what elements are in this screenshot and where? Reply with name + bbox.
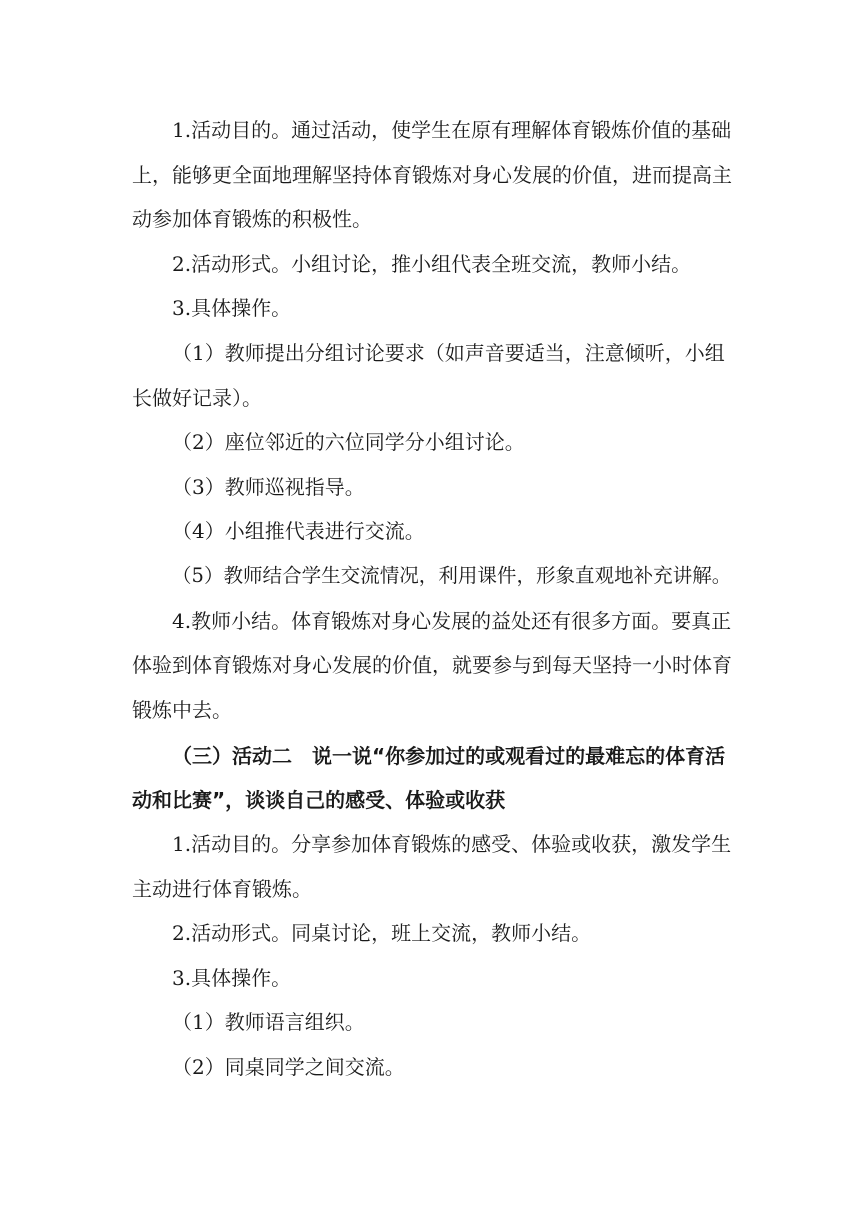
paragraph-line	[0, 513, 860, 549]
line-text: （4）小组推代表进行交流。	[172, 519, 425, 543]
section-heading	[0, 738, 860, 774]
line-text: 1.活动目的。分享参加体育锻炼的感受、体验或收获，激发学生	[172, 832, 732, 856]
line-text: 主动进行体育锻炼。	[132, 877, 312, 901]
line-text: 2.活动形式。小组讨论，推小组代表全班交流，教师小结。	[172, 252, 692, 276]
line-text: （1）教师提出分组讨论要求（如声音要适当，注意倾听，小组	[172, 341, 725, 365]
paragraph-line	[0, 603, 860, 639]
paragraph-line	[0, 424, 860, 460]
line-text: （2）座位邻近的六位同学分小组讨论。	[172, 430, 525, 454]
paragraph-line	[0, 290, 860, 326]
line-text: 2.活动形式。同桌讨论，班上交流，教师小结。	[172, 921, 592, 945]
paragraph-line	[0, 112, 860, 148]
line-text: 4.教师小结。体育锻炼对身心发展的益处还有很多方面。要真正	[172, 609, 732, 633]
heading-text: 动和比赛”，谈谈自己的感受、体验或收获	[132, 788, 506, 812]
line-text: 1.活动目的。通过活动，使学生在原有理解体育锻炼价值的基础	[172, 118, 732, 142]
paragraph-line	[0, 469, 860, 505]
line-text: 体验到体育锻炼对身心发展的价值，就要参与到每天坚持一小时体育	[132, 653, 732, 677]
paragraph-line	[0, 826, 860, 862]
line-text: （2）同桌同学之间交流。	[172, 1055, 405, 1079]
paragraph-line	[0, 558, 860, 594]
heading-text: （三）活动二 说一说“你参加过的或观看过的最难忘的体育活	[172, 744, 726, 768]
paragraph-line	[0, 1049, 860, 1085]
paragraph-line	[0, 246, 860, 282]
paragraph-line	[0, 157, 860, 193]
paragraph-line	[0, 335, 860, 371]
line-text: 3.具体操作。	[172, 296, 292, 320]
paragraph-line	[0, 380, 860, 416]
paragraph-line	[0, 647, 860, 683]
paragraph-line	[0, 871, 860, 907]
paragraph-line	[0, 201, 860, 237]
paragraph-line	[0, 692, 860, 728]
section-heading	[0, 782, 860, 818]
line-text: 3.具体操作。	[172, 966, 292, 990]
line-text: 上，能够更全面地理解坚持体育锻炼对身心发展的价值，进而提高主	[132, 163, 732, 187]
line-text: （5）教师结合学生交流情况，利用课件，形象直观地补充讲解。	[172, 564, 732, 587]
paragraph-line	[0, 1004, 860, 1040]
paragraph-line	[0, 915, 860, 951]
line-text: 锻炼中去。	[132, 698, 232, 722]
line-text: 动参加体育锻炼的积极性。	[132, 207, 372, 231]
line-text: （3）教师巡视指导。	[172, 475, 365, 499]
paragraph-line	[0, 960, 860, 996]
line-text: （1）教师语言组织。	[172, 1010, 365, 1034]
line-text: 长做好记录）。	[132, 386, 262, 410]
